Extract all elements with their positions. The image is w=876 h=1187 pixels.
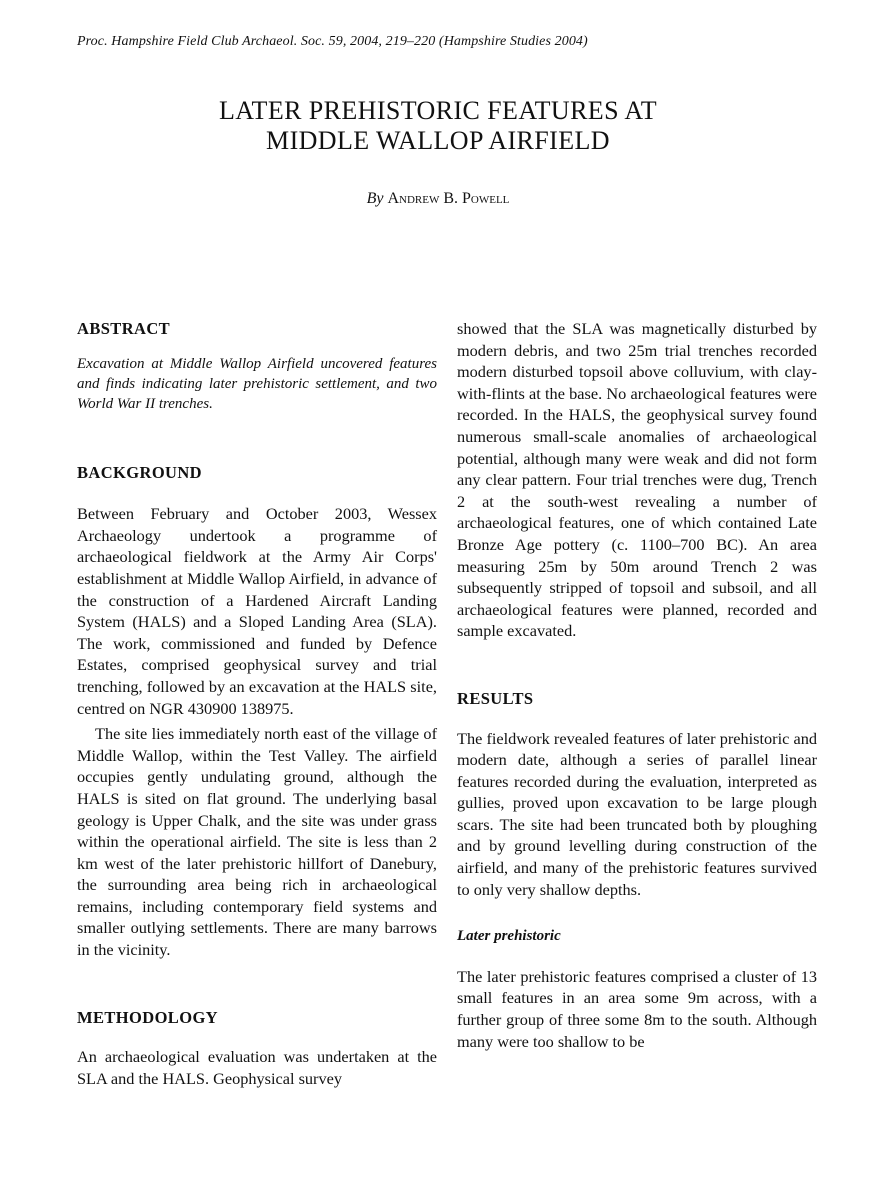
running-head: Proc. Hampshire Field Club Archaeol. Soc. 59, 2004, 219–220 (Hampshire Studies 2004) <box>77 34 588 49</box>
article-title <box>0 96 876 156</box>
byline <box>0 190 876 208</box>
methodology-paragraph-1: An archaeological evaluation was undertaken at the SLA and the HALS. Geophysical survey <box>77 1047 437 1088</box>
background-paragraph-1: Between February and October 2003, Wessex Archaeology undertook a programme of archaeological fieldwork at the Army Air Corps' establishment at Middle Wallop Airfield, in advance of the construction of a Hardened Aircraft Landing System (HALS) and a Sloped Landing Area (SLA). The work, commissioned and funded by Defence Estates, comprised geophysical survey and trial trenching, followed by an excavation at the HALS site, centred on NGR 430900 138975. <box>77 504 437 718</box>
results-heading: RESULTS <box>457 688 534 708</box>
title-line-2: MIDDLE WALLOP AIRFIELD <box>266 126 610 155</box>
abstract-heading: ABSTRACT <box>77 319 171 338</box>
right-column <box>457 318 817 1052</box>
methodology-heading: METHODOLOGY <box>77 1007 218 1027</box>
abstract-text: Excavation at Middle Wallop Airfield uncovered features and finds indicating later prehistoric settlement, and two World War II trenches. <box>77 355 437 412</box>
background-heading: BACKGROUND <box>77 462 203 482</box>
left-column <box>77 318 437 1089</box>
later-prehistoric-paragraph-1: The later prehistoric features comprised a cluster of 13 small features in an area some 9m across, with a further group of three some 8m to the south. Although many were too shallow to be <box>457 966 817 1051</box>
background-paragraph-2: The site lies immediately north east of the village of Middle Wallop, within the Test Valley. The airfield occupies gently undulating ground, although the HALS is sited on flat ground. The underlying basal geology is Upper Chalk, and the site was under grass within the operational airfield. The site is less than 2 km west of the later prehistoric hillfort of Danebury, the surrounding area being rich in archaeological remains, including contemporary field systems and smaller outlying settlements. There are many barrows in the vicinity. <box>77 724 437 960</box>
byline-author: Andrew B. Powell <box>387 190 510 207</box>
methodology-continued: showed that the SLA was magnetically disturbed by modern debris, and two 25m trial trenches recorded modern disturbed topsoil above colluvium, with clay-with-flints at the base. No archaeological features were recorded. In the HALS, the geophysical survey found numerous small-scale anomalies of archaeological potential, although many were weak and did not form any clear pattern. Four trial trenches were dug, Trench 2 at the south-west revealing a number of archaeological features, one of which contained Late Bronze Age pottery (c. 1100–700 BC). An area measuring 25m by 50m around Trench 2 was subsequently stripped of topsoil and subsoil, and all archaeological features were planned, recorded and sample excavated. <box>457 319 817 641</box>
results-paragraph-1: The fieldwork revealed features of later prehistoric and modern date, although a series of parallel linear features recorded during the evaluation, interpreted as gullies, proved upon excavation to be large plough scars. The site had been truncated both by ploughing and by ground levelling during construction of the airfield, and many of the prehistoric features survived to only very shallow depths. <box>457 728 817 899</box>
title-line-1: LATER PREHISTORIC FEATURES AT <box>218 96 657 125</box>
later-prehistoric-heading: Later prehistoric <box>457 928 561 945</box>
byline-by: By <box>366 190 384 207</box>
